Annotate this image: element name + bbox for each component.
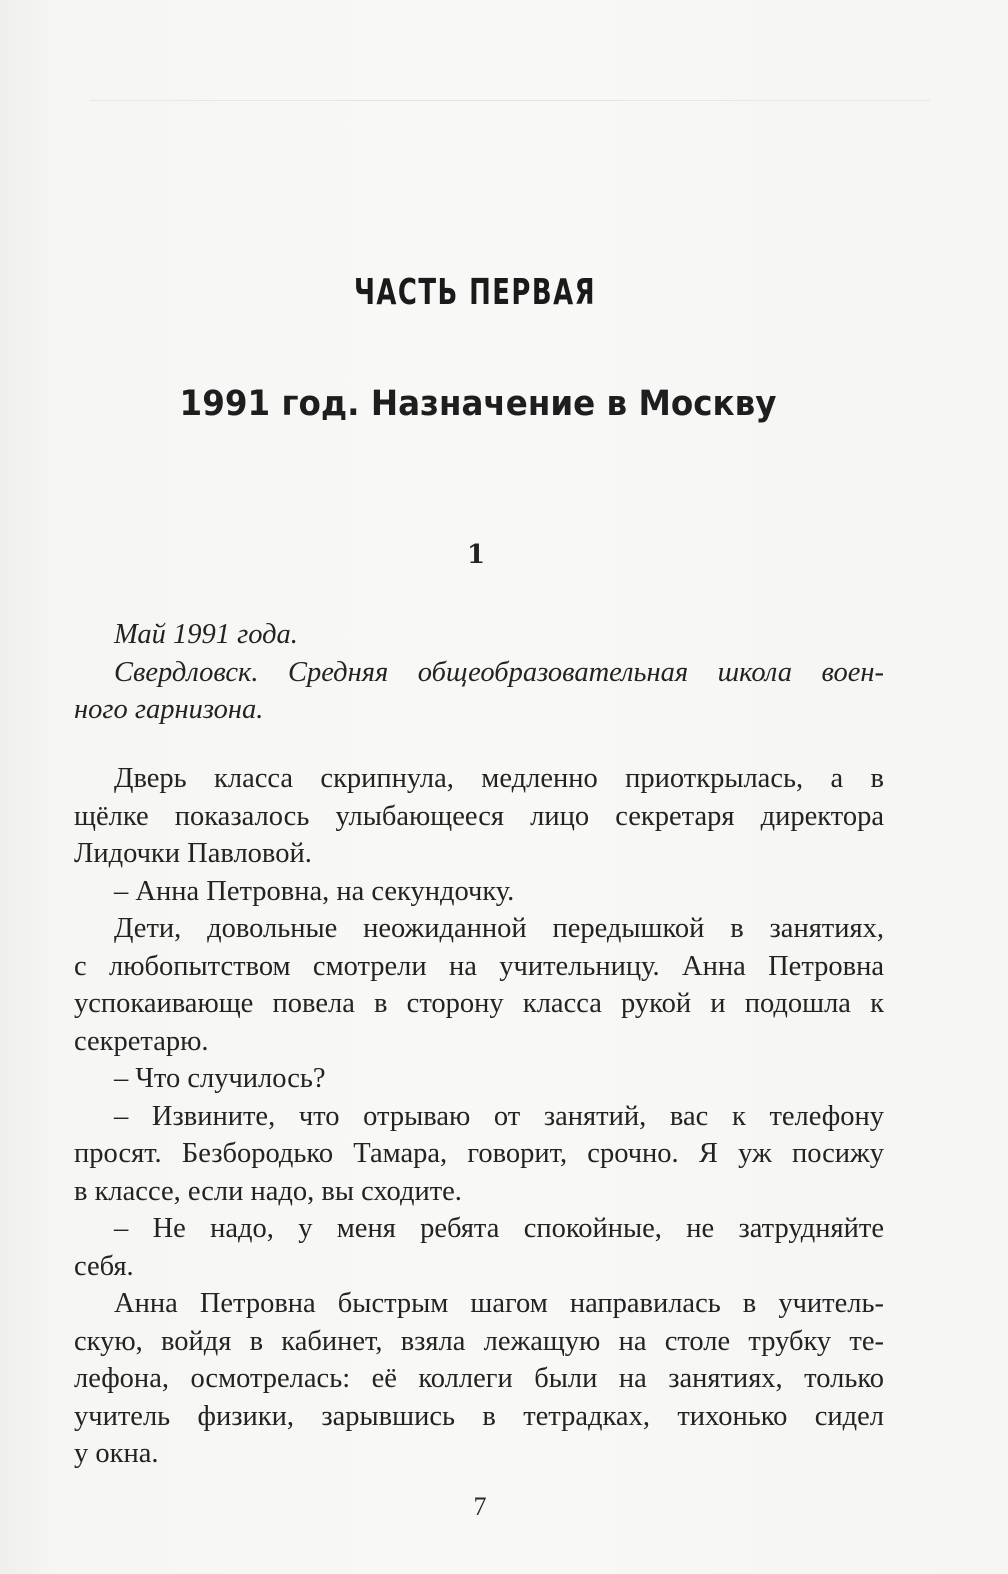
text-line: учитель физики, зарывшись в тетрадках, тихонько сидел (74, 1400, 884, 1432)
text-line: в классе, если надо, вы сходите. (74, 1175, 462, 1207)
text-line: лефона, осмотрелась: её коллеги были на занятиях, только (74, 1363, 884, 1394)
text-line: – Не надо, у меня ребята спокойные, не затрудняйте (114, 1213, 884, 1244)
text-line: у окна. (74, 1438, 159, 1469)
text-line: Дети, довольные неожиданной передышкой в занятиях, (114, 913, 884, 944)
part-title: ЧАСТЬ ПЕРВАЯ (354, 272, 596, 313)
intro-line: ного гарнизона. (74, 694, 264, 725)
text-line: – Что случилось? (114, 1063, 326, 1094)
text-line: скую, войдя в кабинет, взяла лежащую на столе трубку те- (74, 1325, 884, 1357)
page-number: 7 (473, 1492, 487, 1521)
text-line: Дверь класса скрипнула, медленно приоткрылась, а в (114, 763, 884, 794)
intro-line: Свердловск. Средняя общеобразовательная школа воен- (114, 656, 884, 688)
text-line: – Анна Петровна, на секундочку. (114, 875, 515, 907)
text-line: – Извините, что отрываю от занятий, вас к телефону (114, 1100, 884, 1132)
intro-block (74, 616, 884, 729)
intro-line: Май 1991 года. (114, 619, 298, 650)
text-line: с любопытством смотрели на учительницу. Анна Петровна (74, 950, 884, 982)
section-number: 1 (466, 540, 486, 570)
text-line: секретарю. (74, 1025, 209, 1057)
text-line: просят. Безбородько Тамара, говорит, срочно. Я уж посижу (74, 1138, 884, 1169)
text-line: себя. (74, 1250, 134, 1282)
text-line: Анна Петровна быстрым шагом направилась в учитель- (114, 1288, 884, 1319)
header-rule (90, 100, 930, 101)
chapter-title: 1991 год. Назначение в Москву (179, 384, 777, 424)
body-text (74, 760, 884, 1473)
text-line: успокаивающе повела в сторону класса рукой и подошла к (74, 988, 884, 1019)
text-line: щёлке показалось улыбающееся лицо секретаря директора (74, 800, 884, 832)
text-line: Лидочки Павловой. (74, 838, 312, 869)
